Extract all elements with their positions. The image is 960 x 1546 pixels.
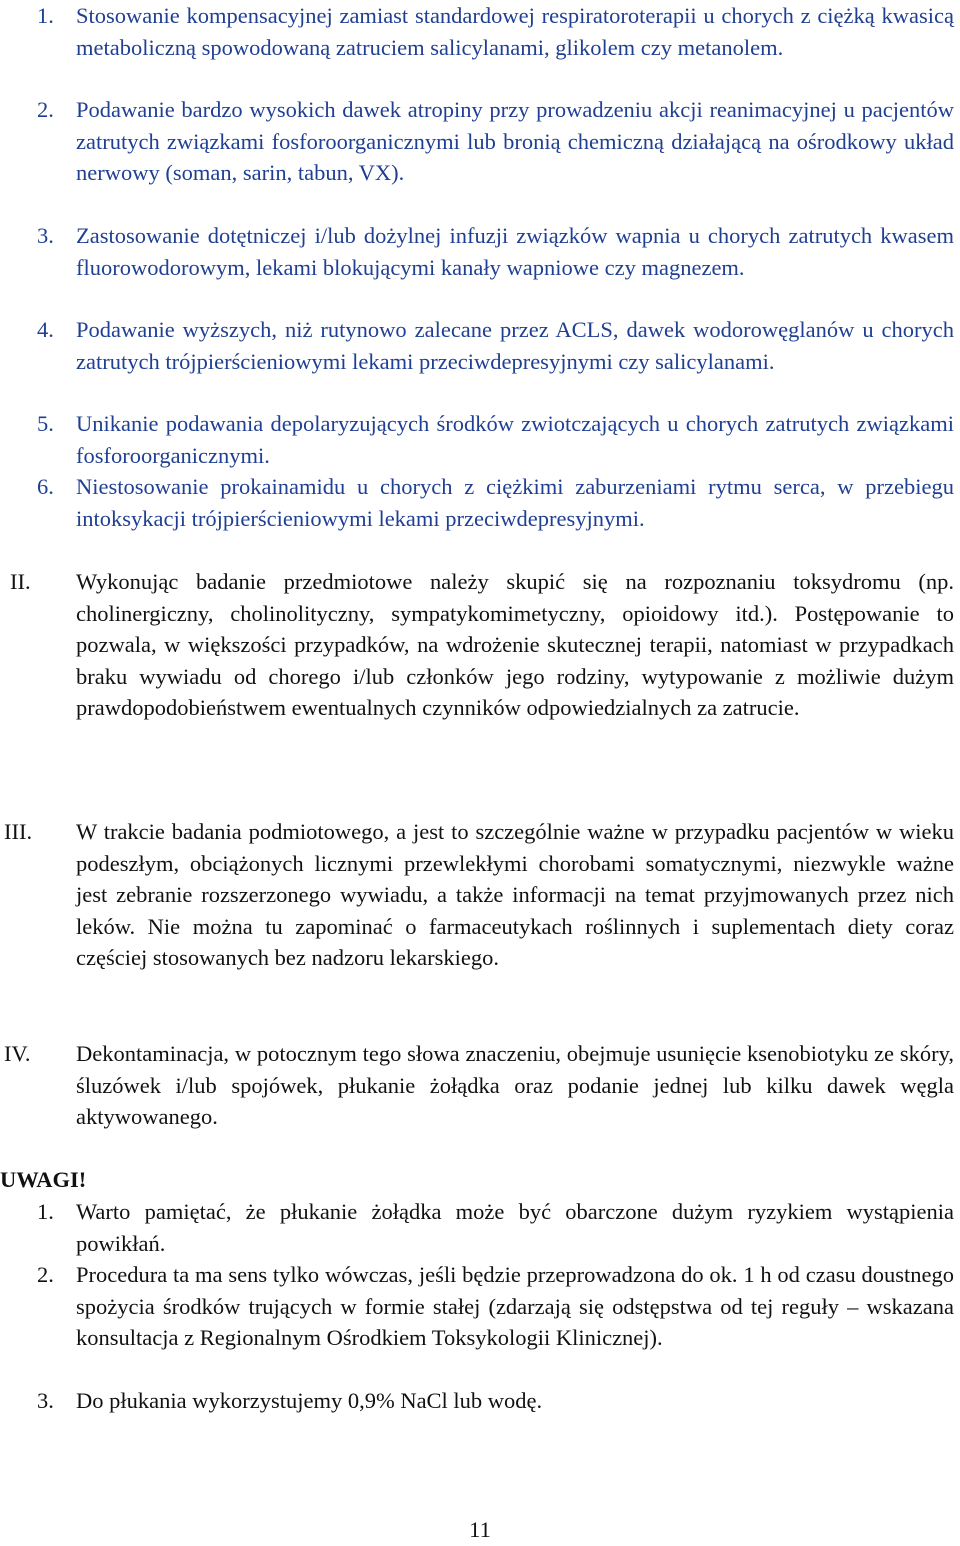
list-text: Zastosowanie dotętniczej i/lub dożylnej infuzji związków wapnia u chorych zatrutych kwasem fluorowodorowym, lekami blokującymi kanały wapniowe czy magnezem. bbox=[76, 223, 954, 280]
list-number: 4. bbox=[37, 317, 54, 342]
list-text: Podawanie bardzo wysokich dawek atropiny przy prowadzeniu akcji reanimacyjnej u pacjentów zatrutych związkami fosforoorganicznymi lub bronią chemiczną działającą na ośrodkowy układ nerwowy (soman, sarin, tabun, VX). bbox=[76, 97, 954, 185]
list-text: Podawanie wyższych, niż rutynowo zalecane przez ACLS, dawek wodorowęglanów u chorych zatrutych trójpierścieniowymi lekami przeciwdepresyjnymi czy salicylanami. bbox=[76, 317, 954, 374]
section-text: W trakcie badania podmiotowego, a jest to szczególnie ważne w przypadku pacjentów w wieku podeszłym, obciążonych licznymi przewlekłymi chorobami somatycznymi, niezwykle ważne jest zebranie rozszerzonego wywiadu, a także informacji na temat przyjmowanych przez nich leków. Nie można tu zapominać o farmaceutykach roślinnych i suplementach diety coraz częściej stosowanych bez nadzoru lekarskiego. bbox=[76, 819, 954, 970]
list-text: Warto pamiętać, że płukanie żołądka może być obarczone dużym ryzykiem wystąpienia powikłań. bbox=[76, 1199, 954, 1256]
list-text: Procedura ta ma sens tylko wówczas, jeśli będzie przeprowadzona do ok. 1 h od czasu doustnego spożycia środków trujących w formie stałej (zdarzają się odstępstwa od tej reguły – wskazana konsultacja z Regionalnym Ośrodkiem Toksykologii Klinicznej). bbox=[76, 1262, 954, 1350]
section-number: IV. bbox=[4, 1041, 31, 1066]
list-number: 6. bbox=[37, 474, 54, 499]
page-number: 11 bbox=[469, 1517, 491, 1542]
uwagi-heading: UWAGI! bbox=[0, 1167, 87, 1192]
list-text: Stosowanie kompensacyjnej zamiast standardowej respiratoroterapii u chorych z ciężką kwasicą metaboliczną spowodowaną zatruciem salicylanami, glikolem czy metanolem. bbox=[76, 3, 954, 60]
list-number: 1. bbox=[37, 3, 54, 28]
list-number: 3. bbox=[37, 1388, 54, 1413]
list-number: 3. bbox=[37, 223, 54, 248]
section-number: III. bbox=[4, 819, 33, 844]
list-number: 2. bbox=[37, 97, 54, 122]
section-text: Wykonując badanie przedmiotowe należy skupić się na rozpoznaniu toksydromu (np. cholinergiczny, cholinolityczny, sympatykomimetyczny, opioidowy itd.). Postępowanie to pozwala, w większości przypadków, na wdrożenie skutecznej terapii, natomiast w przypadkach braku wywiadu od chorego i/lub członków jego rodziny, wytypowanie z możliwie dużym prawdopodobieństwem ewentualnych czynników odpowiedzialnych za zatrucie. bbox=[76, 569, 954, 720]
list-number: 2. bbox=[37, 1262, 54, 1287]
section-number: II. bbox=[10, 569, 31, 594]
list-number: 1. bbox=[37, 1199, 54, 1224]
list-text: Unikanie podawania depolaryzujących środków zwiotczających u chorych zatrutych związkami fosforoorganicznymi. bbox=[76, 411, 954, 468]
list-text: Do płukania wykorzystujemy 0,9% NaCl lub wodę. bbox=[76, 1388, 543, 1413]
list-number: 5. bbox=[37, 411, 54, 436]
list-text: Niestosowanie prokainamidu u chorych z ciężkimi zaburzeniami rytmu serca, w przebiegu intoksykacji trójpierścieniowymi lekami przeciwdepresyjnymi. bbox=[76, 474, 954, 531]
section-text: Dekontaminacja, w potocznym tego słowa znaczeniu, obejmuje usunięcie ksenobiotyku ze skóry, śluzówek i/lub spojówek, płukanie żołądka oraz podanie jednej lub kilku dawek węgla aktywowanego. bbox=[76, 1041, 954, 1129]
